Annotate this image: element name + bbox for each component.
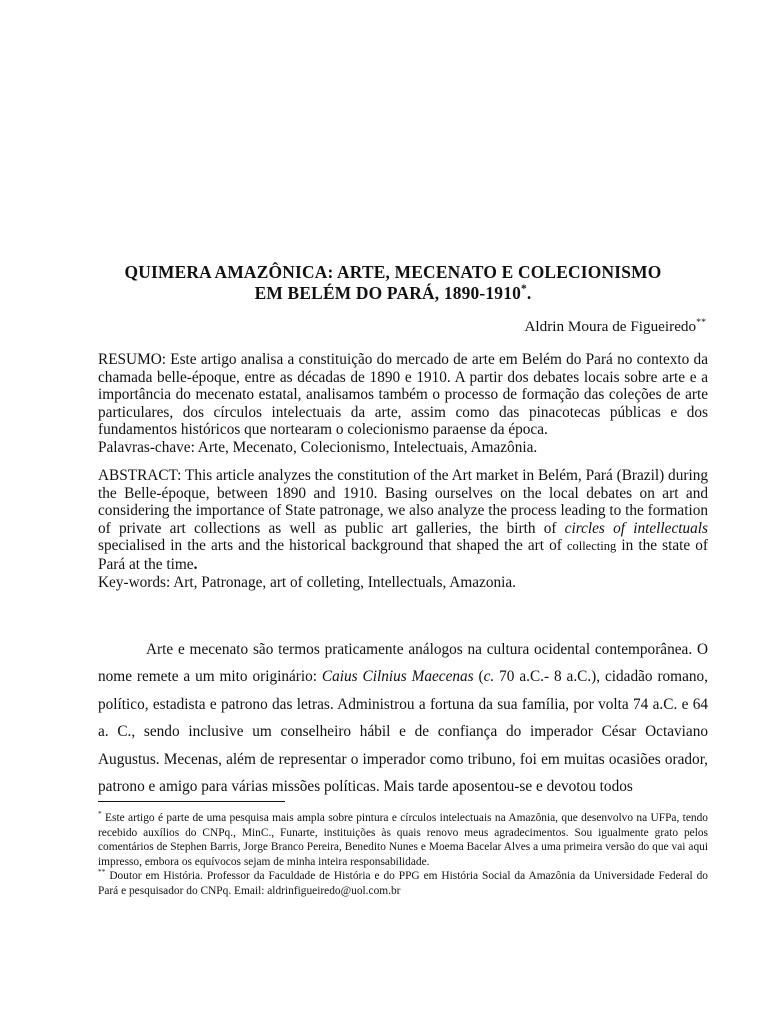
resumo-keywords: Palavras-chave: Arte, Mecenato, Colecionismo, Intelectuais, Amazônia. <box>98 438 538 456</box>
footnote-2-mark: ** <box>98 867 106 877</box>
footnote-2-text: Doutor em História. Professor da Faculdade de História e do PPG em História Social da Amazônia da Universidade Federal do Pará e pesquisador do CNPq. Email: aldrinfigueiredo@uol.com.br <box>98 870 708 897</box>
author-line <box>524 318 706 336</box>
footnote-separator <box>98 801 285 802</box>
abstract-section <box>98 467 708 591</box>
body-italic-name: Caius Cilnius Maecenas <box>321 668 474 686</box>
footnote-1-text: Este artigo é parte de uma pesquisa mais ampla sobre pintura e círculos intelectuais na Amazônia, que desenvolvo na UFPa, tendo recebido auxílios do CNPq., MinC., Funarte, instituições às quais renovo meus agradecimentos. Sou igualmente grato pelos comentários de Stephen Barris, Jorge Branco Pereira, Benedito Nunes e Moema Bacelar Alves a uma primeira versão do que vai aqui impresso, embora os equívocos sejam de minha inteira responsabilidade. <box>98 812 708 868</box>
author-name: Aldrin Moura de Figueiredo <box>524 318 697 335</box>
body-paragraph-section <box>98 636 708 800</box>
footnote-1 <box>98 811 708 869</box>
footnote-1-mark: * <box>98 809 102 819</box>
resumo-text: RESUMO: Este artigo analisa a constituição do mercado de arte em Belém do Pará no contexto da chamada belle-époque, entre as décadas de 1890 e 1910. A partir dos debates locais sobre arte e a importância do mecenato estatal, analisamos também o processo de formação das coleções de arte particulares, dos círculos intelectuais da arte, assim como das pinacotecas públicas e dos fundamentos históricos que nortearam o colecionismo paraense da época. <box>98 351 708 439</box>
title-line-1: QUIMERA AMAZÔNICA: ARTE, MECENATO E COLECIONISMO <box>124 262 662 282</box>
body-text-part-c: 70 a.C.- 8 a.C.), cidadão romano, político, estadista e patrono das letras. Administrou a fortuna da sua família, por volta 74 a.C. e 64 a. C., sendo inclusive um conselheiro hábil e de confiança do imperador César Octaviano Augustus. Mecenas, além de representar o imperador como tribuno, foi em muitas ocasiões orador, patrono e amigo para várias missões políticas. Mais tarde aposentou-se e devotou todos <box>98 668 708 796</box>
body-italic-circa: c. <box>483 668 495 686</box>
footnote-2 <box>98 869 708 898</box>
body-paragraph <box>98 636 708 800</box>
abstract-text-part-b: specialised in the arts and the historical background that shaped the art of <box>98 537 567 555</box>
title-period: . <box>526 283 532 303</box>
article-title <box>98 262 688 304</box>
body-text-part-a: Arte e mecenato são termos praticamente análogos na cultura ocidental contemporânea. O nome remete a um mito originário: <box>98 641 708 686</box>
title-line-2-text: EM BELÉM DO PARÁ, 1890-1910 <box>254 283 521 303</box>
abstract-italic-phrase: circles of intellectuals <box>564 519 708 537</box>
author-footnote-mark: ** <box>696 316 706 328</box>
abstract-text-part-a: ABSTRACT: This article analyzes the constitution of the Art market in Belém, Pará (Brazil) during the Belle-époque, between 1890 and 1910. Basing ourselves on the local debates on art and considering the importance of State patronage, we also analyze the process leading to the formation of private art collections as well as public art galleries, the birth of <box>98 467 708 537</box>
footnotes-section <box>98 811 708 898</box>
title-line-2 <box>98 283 688 304</box>
abstract-small-word: collecting <box>566 539 617 554</box>
abstract-keywords: Key-words: Art, Patronage, art of colleting, Intellectuals, Amazonia. <box>98 573 516 591</box>
title-footnote-mark: * <box>521 283 527 296</box>
abstract-text-part-c: in the state of Pará at the time <box>98 537 708 573</box>
abstract-period: . <box>193 555 198 573</box>
abstract-text <box>98 467 708 574</box>
resumo-section <box>98 351 708 457</box>
body-text-part-b: ( <box>473 668 484 686</box>
